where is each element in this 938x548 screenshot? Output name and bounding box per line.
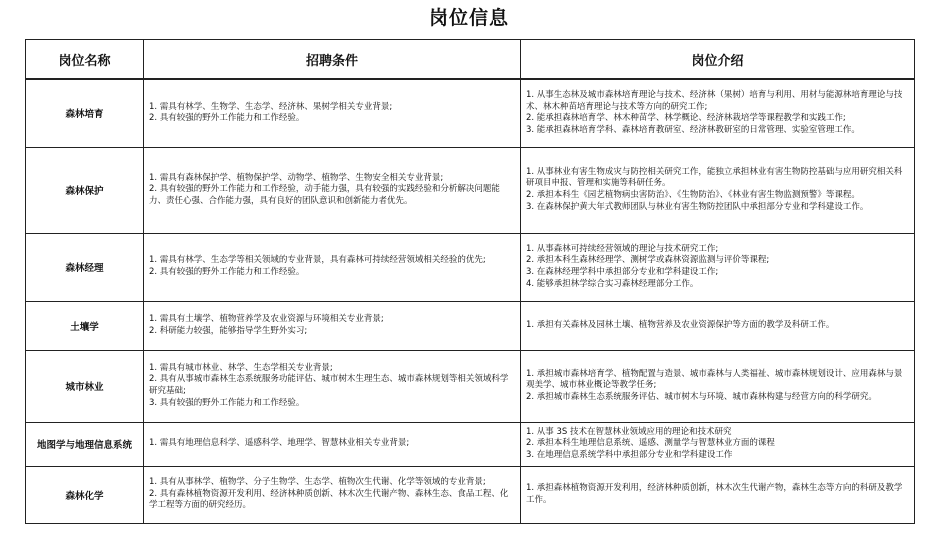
header-introduction: 岗位介绍	[521, 40, 915, 80]
introduction-line: 1. 从事林业有害生物成灾与防控相关研究工作，能独立承担林业有害生物防控基础与应用研究相关科研项目申报、管理和实施等科研任务。	[526, 166, 903, 189]
table-row	[26, 301, 915, 350]
requirement-line: 2. 具有较强的野外工作能力和工作经验。	[149, 267, 305, 277]
requirement-line: 3. 具有较强的野外工作能力和工作经验。	[149, 397, 305, 408]
introduction-line: 3. 在森林保护黄大年式教师团队与林业有害生物防控团队中承担部分专业和学科建设工作。	[526, 201, 869, 212]
header-requirements: 招聘条件	[144, 40, 521, 80]
requirement-line: 1. 具有从事林学、植物学、分子生物学、生态学、植物次生代谢、化学等领域的专业背景;	[149, 477, 486, 488]
introduction-cell	[521, 233, 915, 301]
introduction-line: 1. 承担城市森林培育学、植物配置与造景、城市森林与人类福祉、城市森林规划设计、应用森林与景观美学、城市林业概论等教学任务;	[526, 368, 903, 391]
table-row	[26, 466, 915, 523]
introduction-line: 2. 承担本科生《园艺植物病虫害防治》、《生物防治》、《林业有害生物监测预警》等课程。	[526, 190, 860, 200]
introduction-cell	[521, 301, 915, 350]
introduction-line: 2. 承担本科生森林经理学、测树学或森林资源监测与评价等课程;	[526, 255, 770, 266]
requirements-cell	[144, 147, 521, 233]
requirement-line: 1. 需具有林学、生态学等相关领域的专业背景，具有森林可持续经营领域相关经验的优先;	[149, 255, 486, 266]
position-name: 森林化学	[26, 466, 144, 523]
requirements-cell	[144, 301, 521, 350]
header-position-name: 岗位名称	[26, 40, 144, 80]
requirements-cell	[144, 79, 521, 147]
requirements-cell	[144, 350, 521, 422]
introduction-cell	[521, 422, 915, 466]
requirement-line: 1. 需具有森林保护学、植物保护学、动物学、植物学、生物安全相关专业背景;	[149, 172, 444, 183]
introduction-line: 2. 能承担森林培育学、林木种苗学、林学概论、经济林栽培学等课程教学和实践工作;	[526, 113, 846, 124]
requirement-line: 2. 具有森林植物资源开发利用、经济林种质创新、林木次生代谢产物、森林生态、食品工程、化学工程等方面的研究经历。	[149, 488, 509, 511]
position-name: 森林保护	[26, 147, 144, 233]
introduction-cell	[521, 350, 915, 422]
requirement-line: 2. 科研能力较强，能够指导学生野外实习;	[149, 325, 308, 336]
table-row	[26, 233, 915, 301]
requirement-line: 1. 需具有地理信息科学、遥感科学、地理学、智慧林业相关专业背景;	[149, 438, 410, 449]
requirement-line: 2. 具有从事城市森林生态系统服务功能评估、城市树木生理生态、城市森林规划等相关领域科学研究基础;	[149, 374, 509, 396]
introduction-line: 2. 承担本科生地理信息系统、遥感、测量学与智慧林业方面的课程	[526, 438, 775, 449]
table-header-row	[26, 40, 915, 80]
introduction-cell	[521, 147, 915, 233]
positions-table	[25, 39, 915, 524]
requirement-line: 2. 具有较强的野外工作能力和工作经验，动手能力强，具有较强的实践经验和分析解决问题能力、责任心强、合作能力强，具有良好的团队意识和创新能力者优先。	[149, 184, 500, 206]
requirement-line: 1. 需具有土壤学、植物营养学及农业资源与环境相关专业背景;	[149, 313, 384, 324]
requirement-line: 1. 需具有林学、生物学、生态学、经济林、果树学相关专业背景;	[149, 101, 393, 112]
requirements-cell	[144, 422, 521, 466]
introduction-cell	[521, 466, 915, 523]
introduction-line: 1. 从事森林可持续经营领域的理论与技术研究工作;	[526, 243, 719, 254]
position-name: 城市林业	[26, 350, 144, 422]
position-name: 森林培育	[26, 79, 144, 147]
introduction-line: 3. 在地理信息系统学科中承担部分专业和学科建设工作	[526, 449, 733, 460]
table-row	[26, 79, 915, 147]
requirements-cell	[144, 466, 521, 523]
page-title: 岗位信息	[428, 7, 509, 29]
introduction-cell	[521, 79, 915, 147]
requirement-line: 1. 需具有城市林业、林学、生态学相关专业背景;	[149, 362, 333, 373]
introduction-line: 4. 能够承担林学综合实习森林经理部分工作。	[526, 278, 699, 289]
position-name: 森林经理	[26, 233, 144, 301]
introduction-line: 1. 从事 3S 技术在智慧林业领域应用的理论和技术研究	[526, 426, 732, 437]
requirement-line: 2. 具有较强的野外工作能力和工作经验。	[149, 113, 305, 124]
table-row	[26, 350, 915, 422]
positions-table-body	[26, 40, 915, 524]
introduction-line: 3. 在森林经理学科中承担部分专业和学科建设工作;	[526, 267, 719, 277]
position-name: 土壤学	[26, 301, 144, 350]
table-row	[26, 147, 915, 233]
requirements-cell	[144, 233, 521, 301]
introduction-line: 1. 从事生态林及城市森林培育理论与技术、经济林（果树）培育与利用、用材与能源林培育理论与技术、林木种苗培育理论与技术等方向的研究工作;	[526, 90, 903, 112]
introduction-line: 2. 承担城市森林生态系统服务评估、城市树木与环境、城市森林构建与经营方向的科学研究。	[526, 391, 877, 402]
table-row	[26, 422, 915, 466]
introduction-line: 1. 承担森林植物资源开发利用，经济林种质创新，林木次生代谢产物，森林生态等方向的科研及教学工作。	[526, 482, 903, 505]
position-name: 地图学与地理信息系统	[26, 422, 144, 466]
introduction-line: 1. 承担有关森林及园林土壤、植物营养及农业资源保护等方面的教学及科研工作。	[526, 319, 835, 330]
introduction-line: 3. 能承担森林培育学科、森林培育教研室、经济林教研室的日常管理、实验室管理工作。	[526, 124, 860, 135]
